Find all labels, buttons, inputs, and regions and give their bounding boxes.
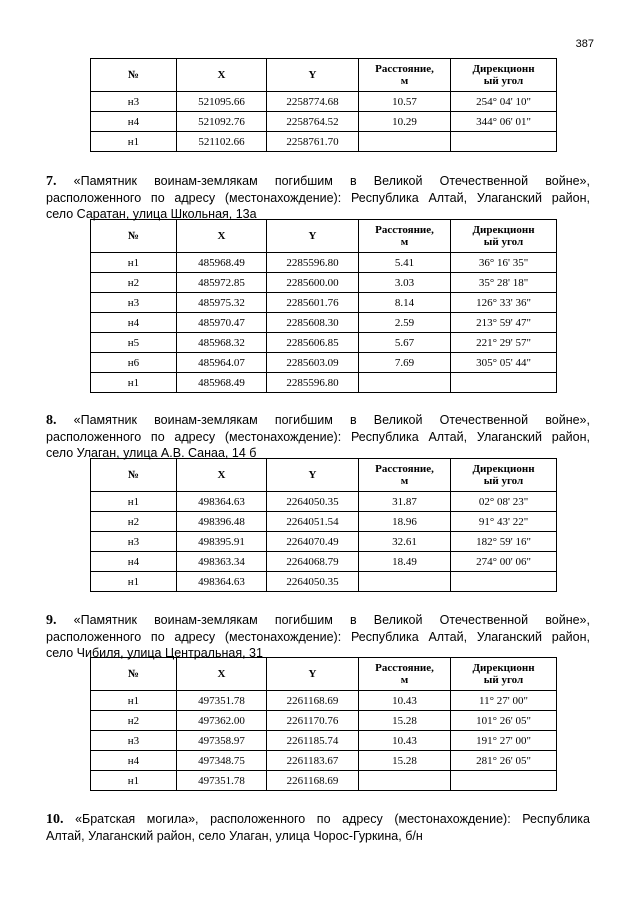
- distance: 18.96: [359, 512, 451, 532]
- point-id: н1: [91, 572, 177, 592]
- point-id: н2: [91, 273, 177, 293]
- header-x: X: [177, 220, 267, 253]
- point-id: н1: [91, 771, 177, 791]
- x-coordinate: 498363.34: [177, 552, 267, 572]
- direction-angle: 11° 27' 00": [451, 691, 557, 711]
- header-number: №: [91, 59, 177, 92]
- distance: 18.49: [359, 552, 451, 572]
- distance: 15.28: [359, 711, 451, 731]
- distance: 5.41: [359, 253, 451, 273]
- section-text-line: село Саратан, улица Школьная, 13а: [46, 207, 257, 221]
- direction-angle: 344° 06' 01": [451, 112, 557, 132]
- y-coordinate: 2258761.70: [267, 132, 359, 152]
- x-coordinate: 497351.78: [177, 771, 267, 791]
- table-header-row: [91, 459, 557, 492]
- table-row: [91, 353, 557, 373]
- direction-angle: 213° 59' 47": [451, 313, 557, 333]
- direction-angle: [451, 373, 557, 393]
- x-coordinate: 485970.47: [177, 313, 267, 333]
- table-row: [91, 572, 557, 592]
- header-y: Y: [267, 59, 359, 92]
- x-coordinate: 497348.75: [177, 751, 267, 771]
- header-number: №: [91, 220, 177, 253]
- section-text-line: 9. «Памятник воинам-землякам погибшим в Великой Отечественной войне»,: [46, 613, 590, 628]
- section-text-line: 8. «Памятник воинам-землякам погибшим в Великой Отечественной войне»,: [46, 413, 590, 428]
- header-distance: Расстояние, м: [359, 220, 451, 253]
- distance: 10.43: [359, 691, 451, 711]
- section-text-line: село Улаган, улица А.В. Санаа, 14 б: [46, 446, 257, 460]
- point-id: н3: [91, 731, 177, 751]
- distance: 31.87: [359, 492, 451, 512]
- table-header-row: [91, 658, 557, 691]
- coordinates-table: [90, 458, 557, 592]
- y-coordinate: 2261168.69: [267, 771, 359, 791]
- x-coordinate: 497362.00: [177, 711, 267, 731]
- header-y: Y: [267, 220, 359, 253]
- section-7-heading: [46, 173, 590, 222]
- x-coordinate: 498396.48: [177, 512, 267, 532]
- y-coordinate: 2261183.67: [267, 751, 359, 771]
- y-coordinate: 2285608.30: [267, 313, 359, 333]
- section-text-line: расположенного по адресу (местонахождение): Республика Алтай, Улаганский район,: [46, 191, 590, 205]
- direction-angle: 182° 59' 16": [451, 532, 557, 552]
- distance: 32.61: [359, 532, 451, 552]
- section-number: 7.: [46, 174, 57, 189]
- table-row: [91, 373, 557, 393]
- x-coordinate: 521092.76: [177, 112, 267, 132]
- header-distance: Расстояние, м: [359, 658, 451, 691]
- header-distance: Расстояние, м: [359, 59, 451, 92]
- table-row: [91, 771, 557, 791]
- section-10-heading: [46, 811, 590, 844]
- y-coordinate: 2258764.52: [267, 112, 359, 132]
- table-row: [91, 293, 557, 313]
- point-id: н6: [91, 353, 177, 373]
- header-distance: Расстояние, м: [359, 459, 451, 492]
- distance: 7.69: [359, 353, 451, 373]
- y-coordinate: 2261170.76: [267, 711, 359, 731]
- section-text-line: расположенного по адресу (местонахождение): Республика Алтай, Улаганский район,: [46, 630, 590, 644]
- direction-angle: 36° 16' 35": [451, 253, 557, 273]
- coordinates-table: [90, 219, 557, 393]
- x-coordinate: 485972.85: [177, 273, 267, 293]
- y-coordinate: 2285596.80: [267, 253, 359, 273]
- x-coordinate: 521095.66: [177, 92, 267, 112]
- header-angle: Дирекционн ый угол: [451, 59, 557, 92]
- section-text-line: село Чибиля, улица Центральная, 31: [46, 646, 263, 660]
- point-id: н3: [91, 92, 177, 112]
- header-x: X: [177, 59, 267, 92]
- table-row: [91, 492, 557, 512]
- distance: 10.57: [359, 92, 451, 112]
- distance: 15.28: [359, 751, 451, 771]
- direction-angle: 02° 08' 23": [451, 492, 557, 512]
- page-number: 387: [575, 38, 594, 50]
- table-header-row: [91, 59, 557, 92]
- table-row: [91, 552, 557, 572]
- point-id: н4: [91, 552, 177, 572]
- table-row: [91, 132, 557, 152]
- direction-angle: 191° 27' 00": [451, 731, 557, 751]
- distance: 10.43: [359, 731, 451, 751]
- table-row: [91, 751, 557, 771]
- table-row: [91, 112, 557, 132]
- y-coordinate: 2285606.85: [267, 333, 359, 353]
- x-coordinate: 497358.97: [177, 731, 267, 751]
- y-coordinate: 2261168.69: [267, 691, 359, 711]
- table-row: [91, 273, 557, 293]
- y-coordinate: 2285600.00: [267, 273, 359, 293]
- point-id: н3: [91, 532, 177, 552]
- direction-angle: 254° 04' 10": [451, 92, 557, 112]
- table-row: [91, 313, 557, 333]
- point-id: н4: [91, 112, 177, 132]
- y-coordinate: 2264050.35: [267, 572, 359, 592]
- distance: [359, 132, 451, 152]
- x-coordinate: 485968.32: [177, 333, 267, 353]
- direction-angle: 91° 43' 22": [451, 512, 557, 532]
- x-coordinate: 497351.78: [177, 691, 267, 711]
- point-id: н1: [91, 132, 177, 152]
- distance: 2.59: [359, 313, 451, 333]
- distance: 10.29: [359, 112, 451, 132]
- table-row: [91, 691, 557, 711]
- point-id: н1: [91, 691, 177, 711]
- direction-angle: 274° 00' 06": [451, 552, 557, 572]
- header-x: X: [177, 658, 267, 691]
- y-coordinate: 2264070.49: [267, 532, 359, 552]
- x-coordinate: 498364.63: [177, 492, 267, 512]
- y-coordinate: 2264068.79: [267, 552, 359, 572]
- y-coordinate: 2285603.09: [267, 353, 359, 373]
- direction-angle: 101° 26' 05": [451, 711, 557, 731]
- header-y: Y: [267, 459, 359, 492]
- distance: [359, 572, 451, 592]
- direction-angle: [451, 771, 557, 791]
- header-x: X: [177, 459, 267, 492]
- distance: 5.67: [359, 333, 451, 353]
- direction-angle: [451, 572, 557, 592]
- section-number: 10.: [46, 812, 64, 827]
- x-coordinate: 485968.49: [177, 253, 267, 273]
- coordinates-table: [90, 657, 557, 791]
- section-number: 9.: [46, 613, 57, 628]
- table-row: [91, 711, 557, 731]
- distance: [359, 771, 451, 791]
- x-coordinate: 498395.91: [177, 532, 267, 552]
- table-header-row: [91, 220, 557, 253]
- point-id: н5: [91, 333, 177, 353]
- point-id: н1: [91, 253, 177, 273]
- x-coordinate: 485975.32: [177, 293, 267, 313]
- table-row: [91, 512, 557, 532]
- distance: [359, 373, 451, 393]
- direction-angle: 281° 26' 05": [451, 751, 557, 771]
- table-row: [91, 731, 557, 751]
- point-id: н1: [91, 492, 177, 512]
- distance: 3.03: [359, 273, 451, 293]
- table-row: [91, 92, 557, 112]
- point-id: н4: [91, 313, 177, 333]
- section-text-line: 7. «Памятник воинам-землякам погибшим в Великой Отечественной войне»,: [46, 174, 590, 189]
- header-angle: Дирекционн ый угол: [451, 220, 557, 253]
- distance: 8.14: [359, 293, 451, 313]
- x-coordinate: 521102.66: [177, 132, 267, 152]
- point-id: н4: [91, 751, 177, 771]
- header-number: №: [91, 658, 177, 691]
- section-text-line: Алтай, Улаганский район, село Улаган, улица Чорос-Гуркина, б/н: [46, 829, 423, 843]
- point-id: н3: [91, 293, 177, 313]
- y-coordinate: 2261185.74: [267, 731, 359, 751]
- x-coordinate: 498364.63: [177, 572, 267, 592]
- section-text-line: расположенного по адресу (местонахождение): Республика Алтай, Улаганский район,: [46, 430, 590, 444]
- header-angle: Дирекционн ый угол: [451, 658, 557, 691]
- direction-angle: [451, 132, 557, 152]
- header-number: №: [91, 459, 177, 492]
- section-text-line: 10. «Братская могила», расположенного по адресу (местонахождение): Республика: [46, 812, 590, 827]
- header-y: Y: [267, 658, 359, 691]
- section-number: 8.: [46, 413, 57, 428]
- y-coordinate: 2264051.54: [267, 512, 359, 532]
- header-angle: Дирекционн ый угол: [451, 459, 557, 492]
- x-coordinate: 485968.49: [177, 373, 267, 393]
- section-9-heading: [46, 612, 590, 661]
- point-id: н2: [91, 711, 177, 731]
- coordinates-table: [90, 58, 557, 152]
- direction-angle: 221° 29' 57": [451, 333, 557, 353]
- direction-angle: 126° 33' 36": [451, 293, 557, 313]
- table-row: [91, 253, 557, 273]
- section-8-heading: [46, 412, 590, 461]
- y-coordinate: 2264050.35: [267, 492, 359, 512]
- y-coordinate: 2285601.76: [267, 293, 359, 313]
- y-coordinate: 2285596.80: [267, 373, 359, 393]
- table-row: [91, 532, 557, 552]
- table-row: [91, 333, 557, 353]
- direction-angle: 305° 05' 44": [451, 353, 557, 373]
- y-coordinate: 2258774.68: [267, 92, 359, 112]
- point-id: н1: [91, 373, 177, 393]
- direction-angle: 35° 28' 18": [451, 273, 557, 293]
- point-id: н2: [91, 512, 177, 532]
- x-coordinate: 485964.07: [177, 353, 267, 373]
